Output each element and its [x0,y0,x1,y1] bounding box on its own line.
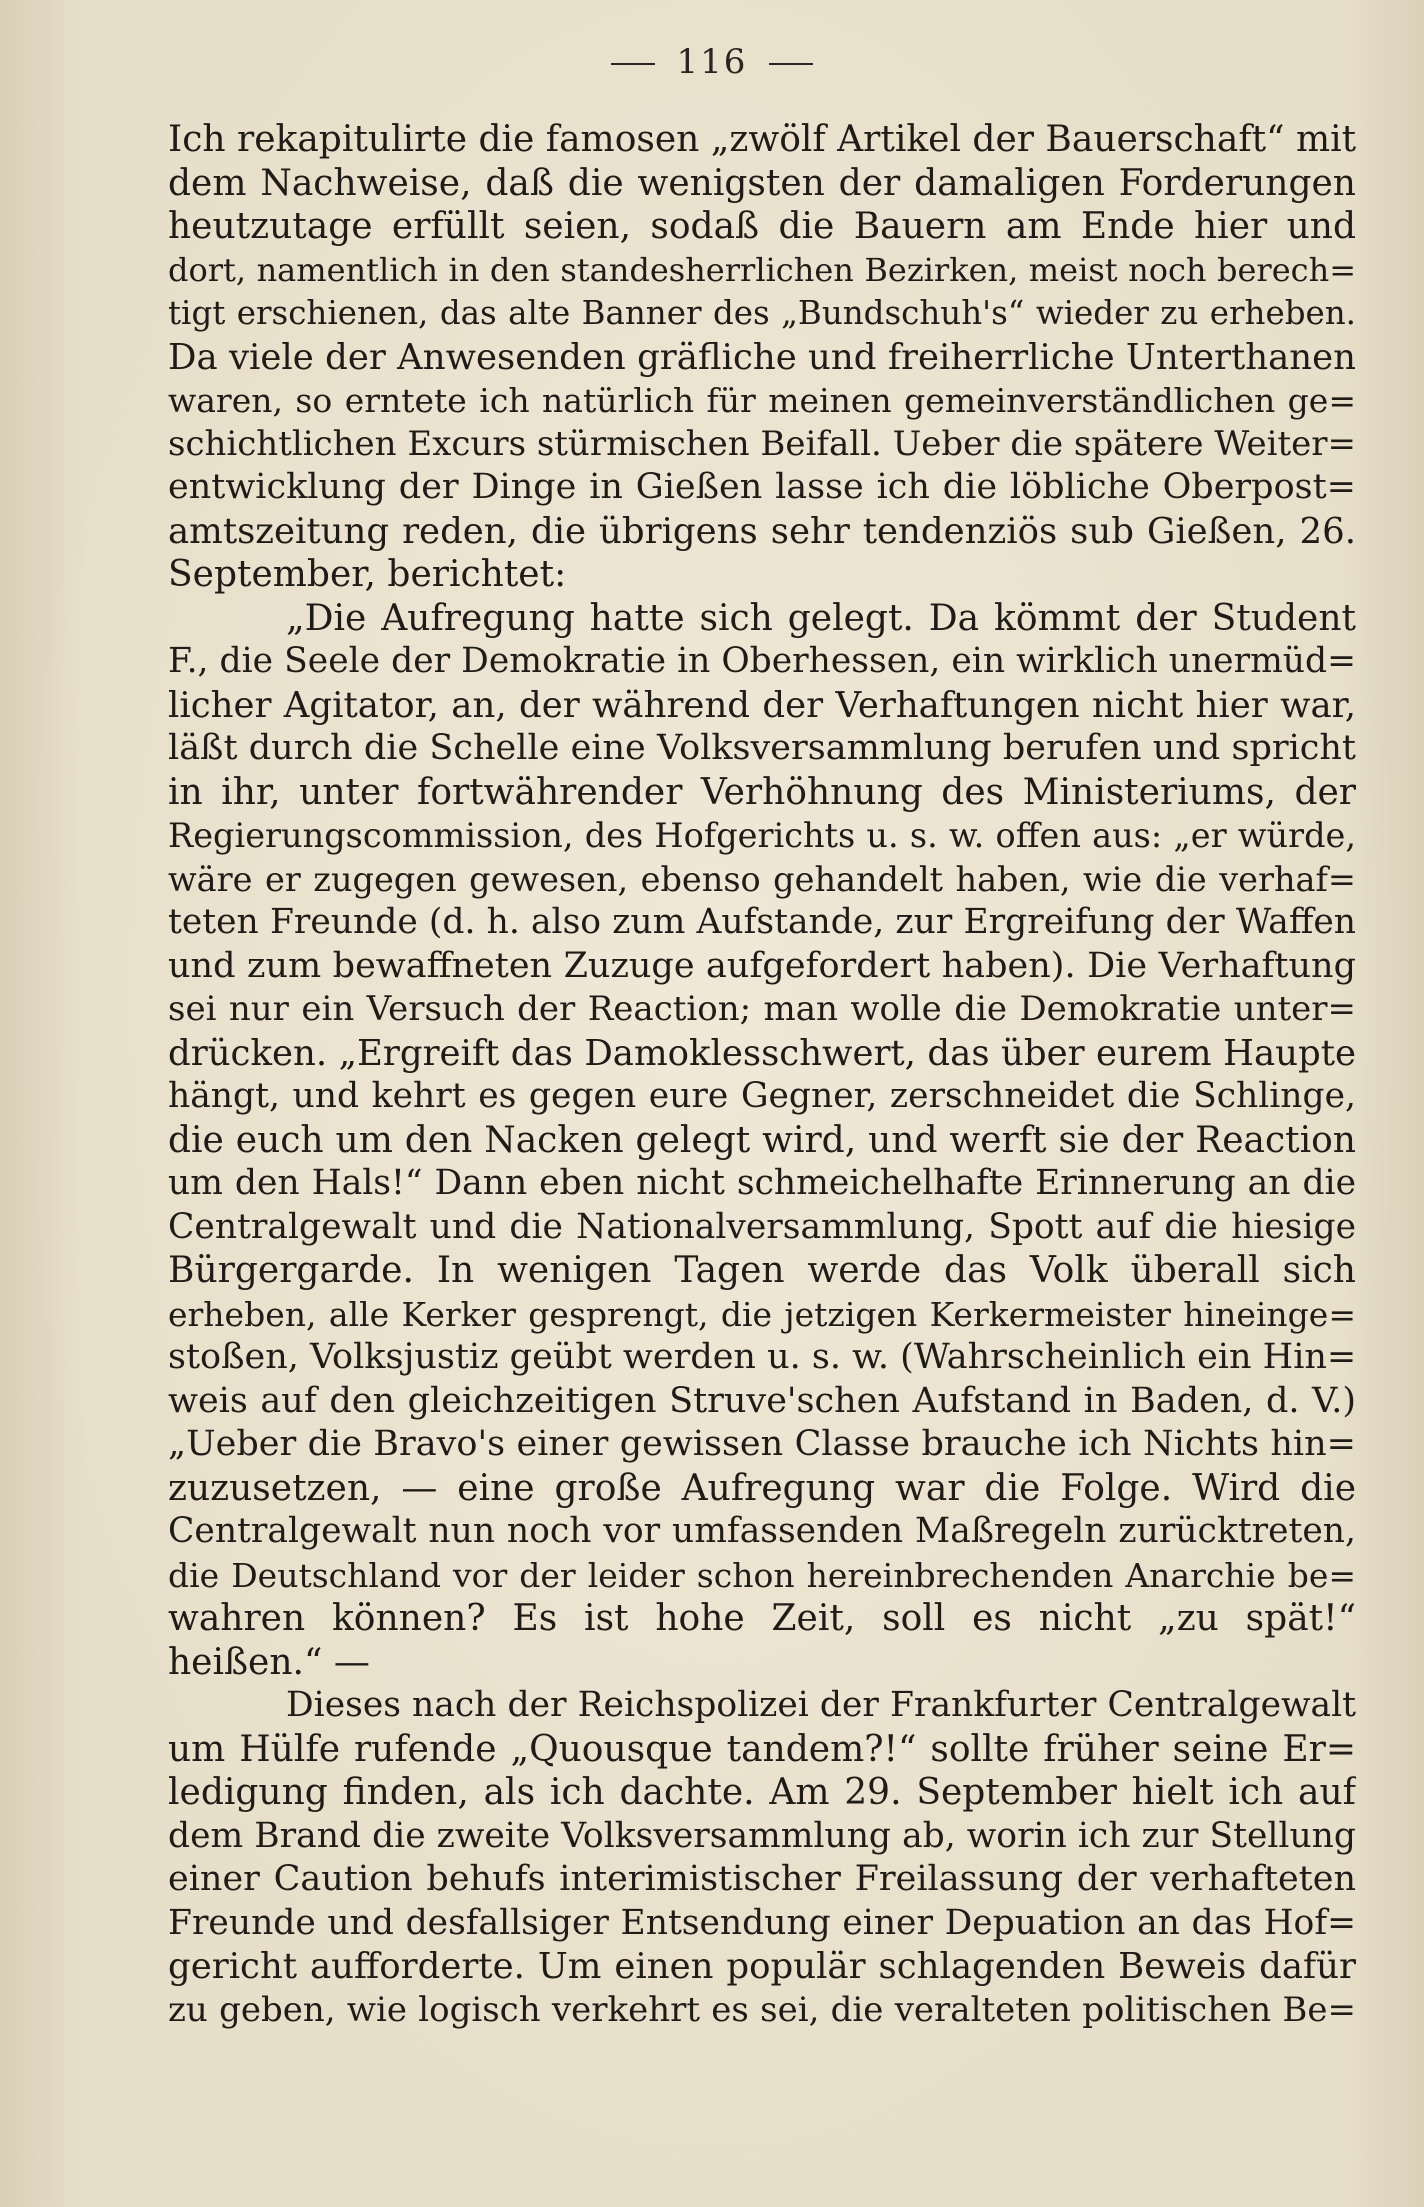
text-line: Centralgewalt und die Nationalversammlung, Spott auf die hiesige [168,1206,1356,1247]
page-number [0,42,1424,82]
text-line: Regierungscommission, des Hofgerichts u. s. w. offen aus: „er würde, [168,816,1356,855]
page-number-text: 116 [676,42,748,82]
text-line: erheben, alle Kerker gesprengt, die jetzigen Kerkermeister hineinge= [168,1294,1356,1334]
text-line: Centralgewalt nun noch vor umfassenden Maßregeln zurücktreten, [168,1511,1356,1551]
text-line: licher Agitator, an, der während der Verhaftungen nicht hier war, [168,684,1356,726]
text-line: dort, namentlich in den standesherrlichen Bezirken, meist noch berech= [168,250,1356,289]
text-line: Bürgergarde. In wenigen Tagen werde das Volk überall sich [168,1250,1356,1291]
text-line: um Hülfe rufende „Quousque tandem?!“ sollte früher seine Er= [168,1728,1356,1770]
text-line: stoßen, Volksjustiz geübt werden u. s. w. (Wahrscheinlich ein Hin= [168,1337,1356,1377]
text-line: amtszeitung reden, die übrigens sehr tendenziös sub Gießen, 26. [168,510,1356,552]
text-line: weis auf den gleichzeitigen Struve'schen Aufstand in Baden, d. V.) [168,1380,1356,1421]
text-line: schichtlichen Excurs stürmischen Beifall. Ueber die spätere Weiter= [168,423,1356,464]
page-number-dash-left [611,63,655,65]
text-line: „Ueber die Bravo's einer gewissen Classe brauche ich Nichts hin= [168,1424,1356,1464]
text-line: dem Nachweise, daß die wenigsten der damaligen Forderungen [168,162,1356,204]
text-line: Freunde und desfallsiger Entsendung einer Depuation an das Hof= [168,1902,1356,1943]
text-line: entwicklung der Dinge in Gießen lasse ich die löbliche Oberpost= [168,467,1356,507]
text-line: die Deutschland vor der leider schon hereinbrechenden Anarchie be= [168,1555,1356,1595]
text-line: Ich rekapitulirte die famosen „zwölf Artikel der Bauerschaft“ mit [168,119,1356,160]
text-line: sei nur ein Versuch der Reaction; man wolle die Demokratie unter= [168,989,1356,1029]
text-line: und zum bewaffneten Zuzuge aufgefordert haben). Die Verhaftung [168,945,1356,986]
text-line: die euch um den Nacken gelegt wird, und werft sie der Reaction [168,1119,1356,1161]
text-line: wahren können? Es ist hohe Zeit, soll es nicht „zu spät!“ [168,1598,1356,1639]
text-line: „Die Aufregung hatte sich gelegt. Da kömmt der Student [286,597,1356,639]
text-line: zuzusetzen, — eine große Aufregung war die Folge. Wird die [168,1467,1356,1509]
text-line: wäre er zugegen gewesen, ebenso gehandelt haben, wie die verhaf= [168,859,1356,899]
page-number-dash-right [769,63,813,65]
text-line: dem Brand die zweite Volksversammlung ab, worin ich zur Stellung [168,1815,1356,1856]
text-line: drücken. „Ergreift das Damoklesschwert, das über eurem Haupte [168,1032,1356,1074]
text-line: September, berichtet: [168,554,567,595]
body-text [168,118,1356,2032]
text-line: zu geben, wie logisch verkehrt es sei, die veralteten politischen Be= [168,1989,1356,2030]
text-line: tigt erschienen, das alte Banner des „Bundschuh's“ wieder zu erheben. [168,294,1356,332]
text-line: läßt durch die Schelle eine Volksversammlung berufen und spricht [168,728,1356,768]
text-line: heißen.“ — [168,1641,370,1683]
text-line: in ihr, unter fortwährender Verhöhnung des Ministeriums, der [168,771,1356,813]
text-line: hängt, und kehrt es gegen eure Gegner, zerschneidet die Schlinge, [168,1076,1356,1116]
text-line: gericht aufforderte. Um einen populär schlagenden Beweis dafür [168,1946,1356,1987]
text-line: F., die Seele der Demokratie in Oberhessen, ein wirklich unermüd= [168,641,1356,681]
text-line: um den Hals!“ Dann eben nicht schmeichelhafte Erinnerung an die [168,1163,1356,1203]
text-line: Da viele der Anwesenden gräfliche und freiherrliche Unterthanen [168,336,1356,378]
text-line: waren, so erntete ich natürlich für meinen gemeinverständlichen ge= [168,381,1356,420]
text-line: heutzutage erfüllt seien, sodaß die Bauern am Ende hier und [168,206,1356,247]
text-line: einer Caution behufs interimistischer Freilassung der verhafteten [168,1859,1356,1899]
text-line: ledigung finden, als ich dachte. Am 29. September hielt ich auf [168,1772,1356,1813]
text-line: teten Freunde (d. h. also zum Aufstande, zur Ergreifung der Waffen [168,902,1356,942]
text-line: Dieses nach der Reichspolizei der Frankfurter Centralgewalt [286,1685,1356,1725]
